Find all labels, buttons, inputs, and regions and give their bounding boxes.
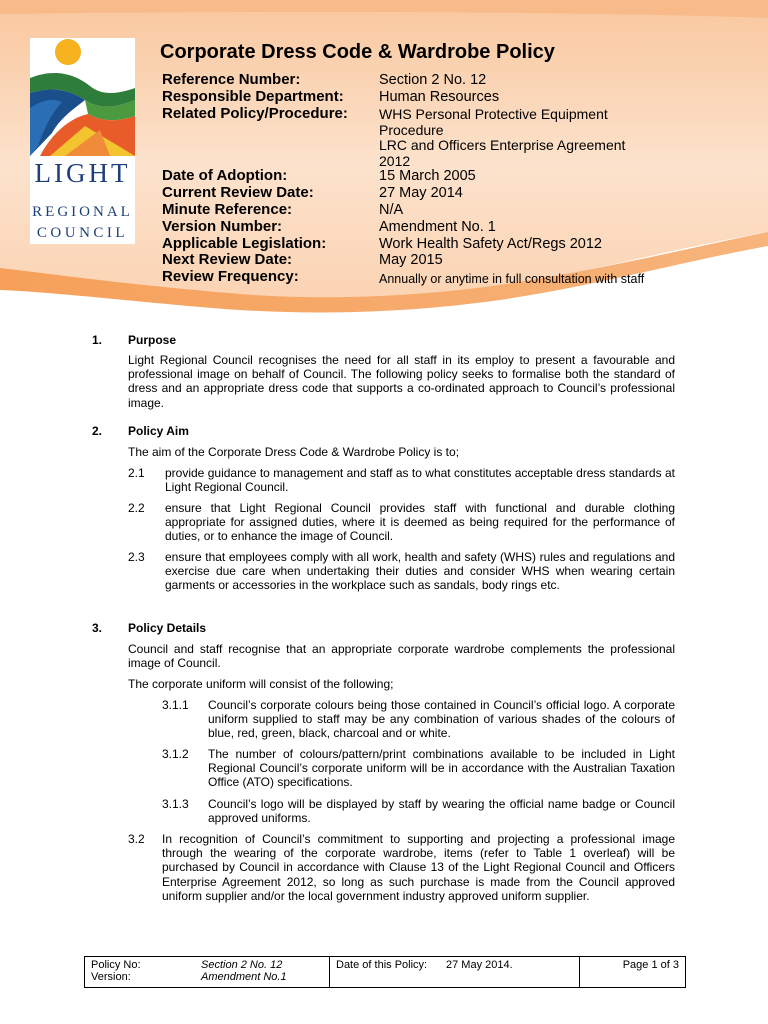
footer-policy-no-value: Section 2 No. 12 — [201, 959, 283, 971]
meta-label: Applicable Legislation: — [162, 235, 327, 252]
paragraph: The aim of the Corporate Dress Code & Wardrobe Policy is to; — [128, 445, 460, 459]
list-item-text: Council’s logo will be displayed by staff by wearing the official name badge or Council approved uniforms. — [208, 797, 675, 826]
footer-cell-page — [580, 957, 685, 987]
section-title: Policy Aim — [128, 424, 189, 438]
list-item-text: provide guidance to management and staff as to what constitutes acceptable dress standards at Light Regional Council. — [165, 466, 675, 495]
footer-version-label: Version: — [91, 971, 131, 983]
list-item-text: ensure that employees comply with all work, health and safety (WHS) rules and regulations and exercise due care when undertaking their duties and consider WHS when wearing certain garments or accessories in the workplace such as sandals, body rings etc. — [165, 550, 675, 593]
footer-cell-policy — [85, 957, 330, 987]
list-item-number: 3.1.1 — [162, 698, 189, 712]
meta-label: Next Review Date: — [162, 251, 293, 268]
meta-value: LRC and Officers Enterprise Agreement 2012 — [379, 137, 626, 169]
section-title: Policy Details — [128, 621, 207, 635]
meta-label: Current Review Date: — [162, 184, 314, 201]
meta-value: Work Health Safety Act/Regs 2012 — [379, 236, 602, 252]
section-number: 2. — [92, 424, 103, 438]
list-item-text: ensure that Light Regional Council provides staff with functional and durable clothing appropriate for assigned duties, where it is deemed as being required for the performance of duties, or to enhance the image of Council. — [165, 501, 675, 544]
paragraph: Light Regional Council recognises the need for all staff in its employ to present a favourable and professional image on behalf of Council. The following policy seeks to formalise both the standard of dress and an appropriate dress code that supports a co-ordinated approach to Council’s professional image. — [128, 353, 675, 410]
meta-value: 27 May 2014 — [379, 185, 463, 201]
list-item-number: 2.3 — [128, 550, 145, 564]
meta-label: Review Frequency: — [162, 268, 299, 285]
list-item-number: 3.1.2 — [162, 747, 189, 761]
logo-text-light: LIGHT — [34, 158, 131, 188]
list-item-number: 2.1 — [128, 466, 145, 480]
meta-value: Human Resources — [379, 89, 500, 105]
footer-page-number: Page 1 of 3 — [622, 959, 679, 971]
meta-value: Annually or anytime in full consultation with staff — [379, 272, 645, 286]
meta-label: Responsible Department: — [162, 88, 344, 105]
paragraph: The corporate uniform will consist of the following; — [128, 677, 394, 691]
meta-value: N/A — [379, 202, 404, 218]
list-item-number: 2.2 — [128, 501, 145, 515]
meta-value: WHS Personal Protective Equipment Procedure — [379, 106, 608, 138]
section-title: Purpose — [128, 333, 177, 347]
list-item-number: 3.1.3 — [162, 797, 189, 811]
document-title: Corporate Dress Code & Wardrobe Policy — [160, 41, 555, 63]
logo-text-council: COUNCIL — [36, 225, 129, 241]
meta-label: Minute Reference: — [162, 201, 293, 218]
footer-date-label: Date of this Policy: — [336, 959, 428, 971]
logo-emblem — [30, 38, 135, 156]
list-item-text: In recognition of Council’s commitment to supporting and projecting a professional image through the wearing of the corporate wardrobe, items (refer to Table 1 overleaf) will be purchased by Council in accordance with Clause 13 of the Light Regional Council and Officers Enterprise Agreement 2012, so long as such purchase is made from the Council approved uniform supplier and/or the local government industry approved uniform supplier. — [162, 832, 675, 903]
logo-text-regional: REGIONAL — [32, 204, 133, 220]
footer-version-value: Amendment No.1 — [201, 971, 287, 983]
meta-value: Section 2 No. 12 — [379, 72, 487, 88]
footer-policy-no-label: Policy No: — [91, 959, 141, 971]
section-number: 1. — [92, 333, 103, 347]
section-number: 3. — [92, 621, 103, 635]
meta-value: Amendment No. 1 — [379, 219, 496, 235]
meta-value: 15 March 2005 — [379, 168, 476, 184]
paragraph: Council and staff recognise that an appropriate corporate wardrobe complements the professional image of Council. — [128, 642, 675, 671]
list-item-text: The number of colours/pattern/print combinations available to be included in Light Regional Council’s corporate uniform will be in accordance with the Australian Taxation Office (ATO) specifications. — [208, 747, 675, 790]
council-logo — [30, 38, 135, 244]
list-item-number: 3.2 — [128, 832, 145, 846]
meta-label: Version Number: — [162, 218, 283, 235]
meta-label: Related Policy/Procedure: — [162, 105, 348, 122]
footer-table — [84, 956, 686, 988]
list-item-text: Council’s corporate colours being those contained in Council’s official logo. A corporate uniform supplied to staff may be any combination of various shades of the colours of blue, red, green, black, charcoal and or white. — [208, 698, 675, 741]
footer-cell-date — [330, 957, 580, 987]
meta-label: Date of Adoption: — [162, 167, 288, 184]
footer-date-value: 27 May 2014. — [446, 959, 513, 971]
meta-value: May 2015 — [379, 252, 443, 268]
meta-label: Reference Number: — [162, 71, 301, 88]
